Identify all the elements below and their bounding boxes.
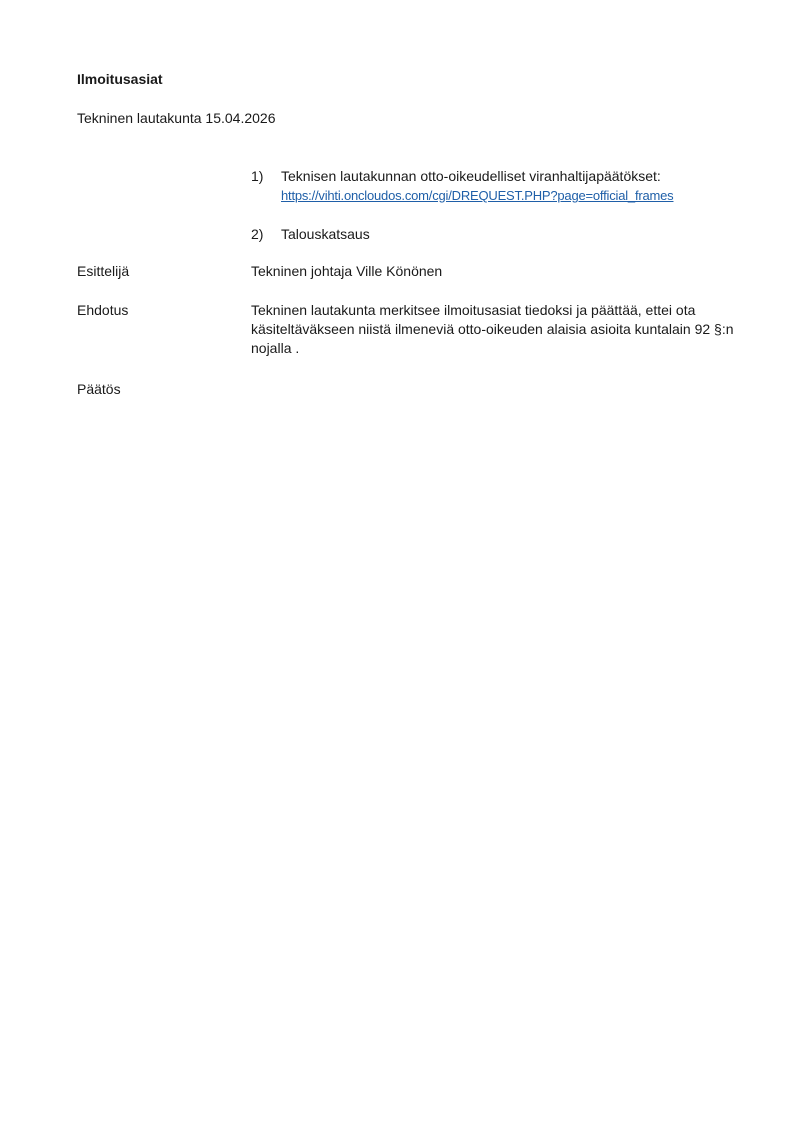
decision-row bbox=[77, 380, 737, 399]
list-item bbox=[251, 167, 731, 205]
proposal-row bbox=[77, 301, 737, 358]
item-body bbox=[281, 167, 731, 205]
item-list bbox=[251, 167, 731, 264]
presenter-label: Esittelijä bbox=[77, 263, 130, 279]
item-number: 2) bbox=[251, 226, 264, 242]
proposal-label: Ehdotus bbox=[77, 302, 129, 318]
decision-value bbox=[251, 380, 737, 399]
item-text: Talouskatsaus bbox=[281, 226, 370, 242]
item-number: 1) bbox=[251, 168, 264, 184]
decisions-link[interactable]: https://vihti.oncloudos.com/cgi/DREQUEST.PHP?page=official_frames bbox=[281, 188, 674, 203]
presenter-row bbox=[77, 262, 737, 281]
document-heading: Ilmoitusasiat bbox=[77, 71, 163, 87]
list-item bbox=[251, 225, 731, 244]
proposal-value: Tekninen lautakunta merkitsee ilmoitusasiat tiedoksi ja päättää, ettei ota käsiteltäväkseen niistä ilmeneviä otto-oikeuden alaisia asioita kuntalain 92 §:n nojalla . bbox=[251, 302, 734, 356]
decision-label: Päätös bbox=[77, 381, 121, 397]
presenter-value: Tekninen johtaja Ville Könönen bbox=[251, 263, 443, 279]
item-body bbox=[281, 225, 731, 244]
meeting-info: Tekninen lautakunta 15.04.2026 bbox=[77, 110, 276, 126]
item-text: Teknisen lautakunnan otto-oikeudelliset viranhaltijapäätökset: bbox=[281, 168, 661, 184]
